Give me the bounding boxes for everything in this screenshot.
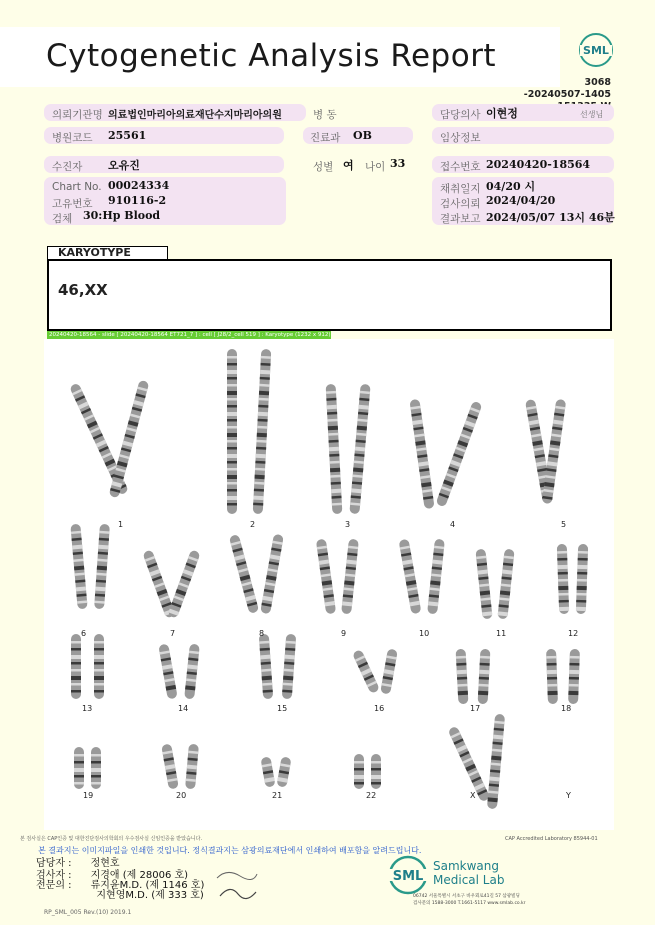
chromosome [74,747,84,789]
svg-text:SML: SML [392,869,424,884]
age-value: 33 [390,157,406,170]
chromosome-label: 10 [419,629,430,638]
chromosome [227,349,237,514]
sml-logo [578,32,614,68]
age-label: 나이 [365,161,386,173]
request-value: 2024/04/20 [486,194,556,207]
chromosome [253,349,272,514]
result-label: 결과보고 [440,213,481,225]
lab-address: 06742 서울특별시 서초구 바우뫼로41길 57 삼광빌딩 검사문의 1588-3000 T.1661-5117 www.smlab.co.kr [413,894,526,906]
chromosome-label: 16 [374,704,385,713]
chromosome [326,384,343,514]
chromosome [260,534,284,615]
karyotype-tab: KARYOTYPE [47,246,168,259]
chromosome-label: 22 [366,791,377,800]
chart-value: 00024334 [108,179,170,192]
chromosome-label: 5 [561,520,567,529]
samkwang-logo [386,855,430,895]
karyotype-value: 46,XX [58,281,108,299]
chromosome-label: X [470,791,476,800]
chromosome [109,380,150,498]
chromosome [184,644,200,700]
manager-line: 담당자 : 정현호 [36,858,120,869]
chromosome [576,544,588,614]
chromosome-label: 15 [277,704,288,713]
chromosome-label: Y [566,791,571,800]
chromosome-label: 2 [250,520,256,529]
chromosome-label: 19 [83,791,94,800]
specimen-label: 검체 [52,213,73,225]
chromosome-label: 21 [272,791,283,800]
chromosome [478,649,491,704]
institution-label: 의뢰기관명 [52,109,103,121]
chromosome-label: 18 [561,704,572,713]
chromosome [259,634,274,700]
chromosome [316,539,336,615]
chart-label: Chart No. [52,181,102,193]
doctor-value: 이현정 [486,107,518,120]
chromosome-label: 7 [170,629,176,638]
collect-label: 채취일지 [440,183,481,195]
chromosome [427,539,445,615]
doctor-suffix: 선생님 [580,110,604,119]
chromosome [341,539,359,615]
chromosome [167,549,200,618]
id-label: 고유번호 [52,198,93,210]
tester-line: 검사자 : 지경애 (제 28006 호) [36,870,189,881]
chromosome-label: 8 [259,629,265,638]
doctor-label: 담당의사 [440,109,481,121]
chromosome-label: 3 [345,520,351,529]
chromosome [456,649,469,704]
chromosome [185,744,199,790]
chromosome [435,401,482,508]
sex-label: 성별 [313,161,334,173]
specialist-line-2: 지현영M.D. (제 333 호) [36,890,204,901]
chromosome-label: 17 [470,704,481,713]
id-value: 910116-2 [108,194,167,207]
hospital-code-value: 25561 [108,129,147,142]
karyogram-caption: 20240420-18564 - slide [ 20240420-18564 ET721_7 ] : cell [ J28/2_cell 519 ] : Karyotype (1232 x 912) [49,332,331,338]
notice-text: 본 결과지는 이미지파일을 인쇄한 것입니다. 정식결과지는 삼광의료재단에서 인쇄하여 배포함을 알려드립니다. [38,846,422,855]
chromosome [409,399,434,509]
request-label: 검사의뢰 [440,198,481,210]
chromosome-label: 12 [568,629,579,638]
karyogram-image [44,339,614,830]
hospital-code-label: 병원코드 [52,132,93,144]
chromosome [542,399,567,504]
cap-number: CAP Accredited Laboratory 85944-01 [505,836,598,842]
chromosome [229,534,259,614]
chromosome [352,649,380,694]
chromosome [371,754,381,789]
chromosome [399,539,422,615]
chromosome [568,649,580,704]
karyogram-panel [44,339,614,830]
chromosome [354,754,364,789]
form-number: RP_SML_005 Rev.(10) 2019.1 [44,909,132,916]
chromosome [94,634,104,699]
chromosome [91,747,101,789]
chromosome-label: 11 [496,629,507,638]
patient-label: 수진자 [52,161,83,173]
chromosome-label: 6 [81,629,87,638]
receipt-value: 20240420-18564 [486,158,591,171]
chromosome [487,714,505,810]
document-number: 3068 -20240507-1405 [523,77,611,100]
chromosome [282,634,297,700]
chromosome [475,549,492,620]
chromosome [276,756,291,787]
chromosome-label: 1 [118,520,124,529]
svg-text:SML: SML [583,44,609,57]
receipt-label: 접수번호 [440,161,481,173]
chromosome [158,644,177,700]
chromosome [260,756,275,787]
chromosome-label: 9 [341,629,347,638]
specimen-value: 30:Hp Blood [83,209,161,222]
chromosome [380,648,398,694]
chromosome-label: 14 [178,704,189,713]
chromosome [497,549,514,620]
ward-label: 병 동 [313,109,337,121]
accreditation-text: 본 검사실은 CAP인증 및 대한진단검사의학회의 우수검사실 신임인증을 받았습니다. [20,836,203,842]
report-title: Cytogenetic Analysis Report [46,38,497,74]
karyotype-box [47,259,612,331]
chromosome [349,384,370,514]
patient-value: 오유진 [108,159,140,172]
dept-label: 진료과 [310,132,341,144]
institution-value: 의료법인마리아의료재단수지마리아의원 [108,110,282,121]
chromosome [70,524,87,610]
chromosome [94,524,110,609]
chromosome-label: 13 [82,704,93,713]
collect-value: 04/20 시 [486,180,536,193]
signature-image [212,866,262,904]
chromosome [546,649,558,704]
sex-value: 여 [343,159,354,172]
chromosome-label: 4 [450,520,456,529]
specialist-line: 전문의 : 류지윤M.D. (제 1146 호) [36,880,205,891]
chromosome [557,544,569,614]
chromosome-label: 20 [176,791,187,800]
chromosome [161,743,179,789]
lab-name: Samkwang Medical Lab [433,859,505,887]
dept-value: OB [353,129,372,142]
chromosome [71,634,81,699]
result-value: 2024/05/07 13시 46분 [486,211,615,224]
chromosome [448,726,491,803]
clinical-label: 임상정보 [440,132,481,144]
